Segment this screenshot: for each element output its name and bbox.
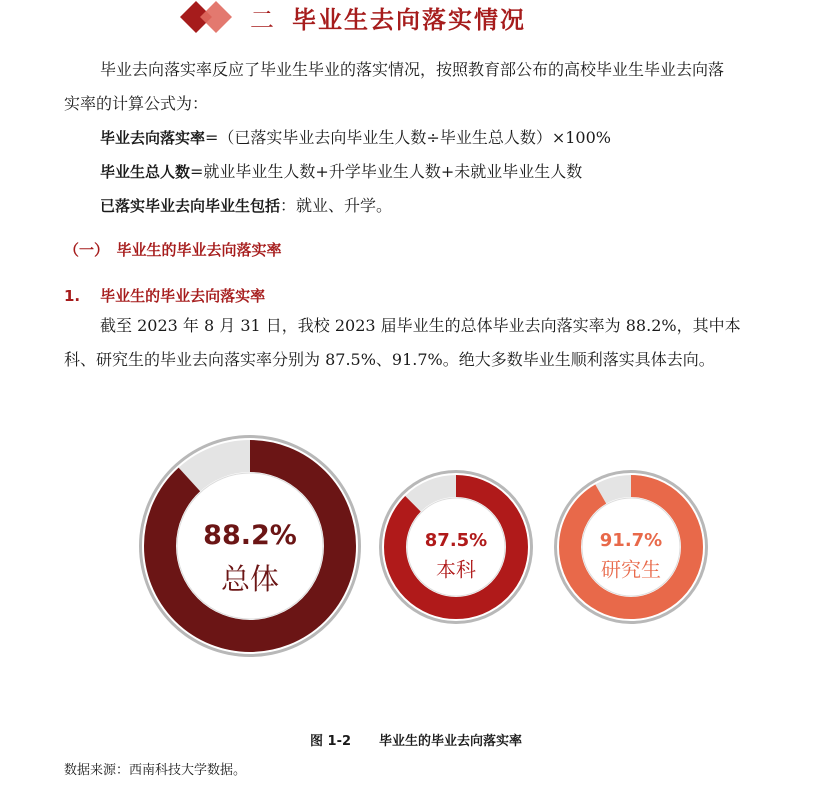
donut-1 [139, 435, 361, 657]
donut-chart [0, 420, 830, 680]
body-line-1: 截至 2023 年 8 月 31 日，我校 2023 届毕业生的总体毕业去向落实率为 88.2%，其中本 [100, 316, 741, 335]
subsection-title: 毕业生的毕业去向落实率 [100, 287, 266, 305]
donut-category-label: 总体 [220, 562, 280, 597]
figure-number: 图 1-2 [310, 734, 352, 749]
formula-total-label: 毕业生总人数 [100, 163, 191, 181]
intro-line-2: 实率的计算公式为： [64, 94, 209, 113]
figure-title: 毕业生的毕业去向落实率 [379, 734, 523, 749]
formula-include-label: 已落实毕业去向毕业生包括 [100, 197, 281, 215]
formula-rate-text: =（已落实毕业去向毕业生人数÷毕业生总人数）×100% [205, 128, 611, 147]
formula-rate-label: 毕业去向落实率 [100, 129, 206, 147]
diamond-ornament-icon [176, 0, 240, 34]
donut-value-label: 88.2% [203, 520, 297, 552]
body-line-2: 科、研究生的毕业去向落实率分别为 87.5%、91.7%。绝大多数毕业生顺利落实具体去向。 [64, 350, 715, 369]
donut-value-label: 91.7% [599, 529, 663, 551]
donut-3 [554, 470, 708, 624]
section-heading: （一） 毕业生的毕业去向落实率 [64, 241, 282, 259]
figure-caption [310, 730, 522, 749]
data-source: 数据来源：西南科技大学数据。 [64, 763, 247, 778]
subsection-heading [64, 285, 265, 306]
chapter-number: 二 [250, 5, 274, 34]
formula-total [100, 155, 582, 189]
chapter-title: 毕业生去向落实情况 [292, 5, 526, 34]
donut-value-label: 87.5% [424, 529, 488, 551]
donut-category-label: 研究生 [601, 557, 661, 582]
formula-total-text: =就业毕业生人数+升学毕业生人数+未就业毕业生人数 [190, 162, 583, 181]
donut-category-label: 本科 [436, 557, 476, 582]
subsection-number: 1. [64, 287, 81, 305]
chapter-heading [176, 0, 526, 34]
formula-rate [100, 121, 611, 155]
formula-include-text: ：就业、升学。 [280, 196, 393, 215]
intro-line-1: 毕业去向落实率反应了毕业生毕业的落实情况，按照教育部公布的高校毕业生毕业去向落 [100, 60, 725, 79]
formula-include [100, 189, 392, 223]
donut-2 [379, 470, 533, 624]
